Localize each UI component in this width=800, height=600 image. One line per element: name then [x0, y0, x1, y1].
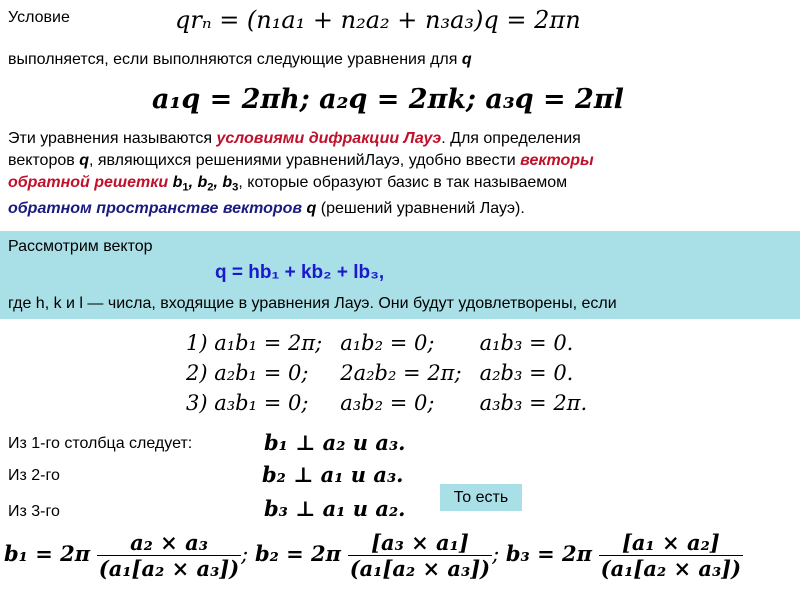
condition-row	[186, 388, 605, 418]
term-reciprocal-lattice: обратной решетки	[8, 174, 169, 191]
condition-formula: qrₙ = (n₁a₁ + n₂a₂ + n₃a₃)q = 2πn	[175, 6, 581, 34]
condition-cell: a₁b₃ = 0.	[479, 331, 574, 355]
condition-row	[186, 358, 605, 388]
column1-label: Из 1-го столбца следует:	[8, 435, 193, 452]
condition-label: Условие	[8, 9, 70, 26]
condition-cell: a₂b₃ = 0.	[479, 361, 574, 385]
term-reciprocal-space: обратном пространстве векторов	[8, 200, 303, 218]
laue-paragraph: Эти уравнения называются условиями дифракции Лауэ. Для определения векторов q, являющихся решениями уравненийЛауэ, удобно ввести векторы обратной решетки $b_1$, $b_2$, $b_3$, которые образуют базис в так называемом обратном пространстве векторов q (решений уравнений Лауэ).	[8, 130, 594, 218]
condition-cell: 1) a₁b₁ = 2π;	[186, 331, 323, 355]
b1-numerator: a₂ × a₃	[130, 530, 208, 555]
band-explanation: где h, k и l — числа, входящие в уравнения Лауэ. Они будут удовлетворены, если	[8, 295, 617, 312]
b3-fraction	[599, 530, 743, 581]
column2-label: Из 2-го	[8, 467, 60, 484]
reciprocal-vectors-formulas: b₁ = 2π $\frac{\text{a₂ × a₃}}{\text{(a₁[a₂ × a₃])}}$ ; b₂ = 2π $\frac{\text{[a₃ × a₁]}}{\text{(a₁[a₂ × a₃])}}$ ; b₃ = 2π $\frac{\text{[a₁ × a₂]}}{\text{(a₁[a₂ × a₃])}}$	[4, 530, 742, 581]
condition-cell: 2a₂b₂ = 2π;	[340, 361, 462, 385]
condition-row	[186, 328, 605, 358]
laue-equations: a₁q = 2πh; a₂q = 2πk; a₃q = 2πl	[152, 84, 624, 115]
b1-lhs: b₁ = 2π	[4, 541, 91, 566]
condition-cell: a₁b₂ = 0;	[340, 331, 435, 355]
that-is-button[interactable]: То есть	[440, 484, 522, 511]
column3-label: Из 3-го	[8, 503, 60, 520]
b2-fraction	[348, 530, 492, 581]
condition-cell: 3) a₃b₁ = 0;	[186, 391, 309, 415]
condition-cell: 2) a₂b₁ = 0;	[186, 361, 309, 385]
condition-cell: a₃b₂ = 0;	[340, 391, 435, 415]
term-laue-conditions: условиями дифракции Лауэ	[216, 130, 442, 147]
b2-denominator: (a₁[a₂ × a₃])	[349, 556, 491, 581]
b2-numerator: [a₃ × a₁]	[371, 530, 469, 555]
b3-lhs: b₃ = 2π	[505, 541, 592, 566]
vector-q-formula: q = hb₁ + kb₂ + lb₃,	[215, 262, 385, 283]
column3-formula: b₃ ⊥ a₁ и a₂.	[264, 496, 406, 521]
band-intro: Рассмотрим вектор	[8, 238, 153, 255]
b1-denominator: (a₁[a₂ × a₃])	[98, 556, 240, 581]
column1-formula: b₁ ⊥ a₂ и a₃.	[264, 430, 406, 455]
b3-denominator: (a₁[a₂ × a₃])	[600, 556, 742, 581]
column2-formula: b₂ ⊥ a₁ и a₃.	[262, 462, 404, 487]
conditions-table	[186, 328, 605, 418]
b3-numerator: [a₁ × a₂]	[622, 530, 720, 555]
term-vectors: векторы	[520, 152, 594, 169]
condition-cell: a₃b₃ = 2π.	[479, 391, 588, 415]
condition-sentence: выполняется, если выполняются следующие уравнения для q	[8, 51, 472, 68]
b2-lhs: b₂ = 2π	[254, 541, 342, 566]
b1-fraction	[97, 530, 241, 581]
